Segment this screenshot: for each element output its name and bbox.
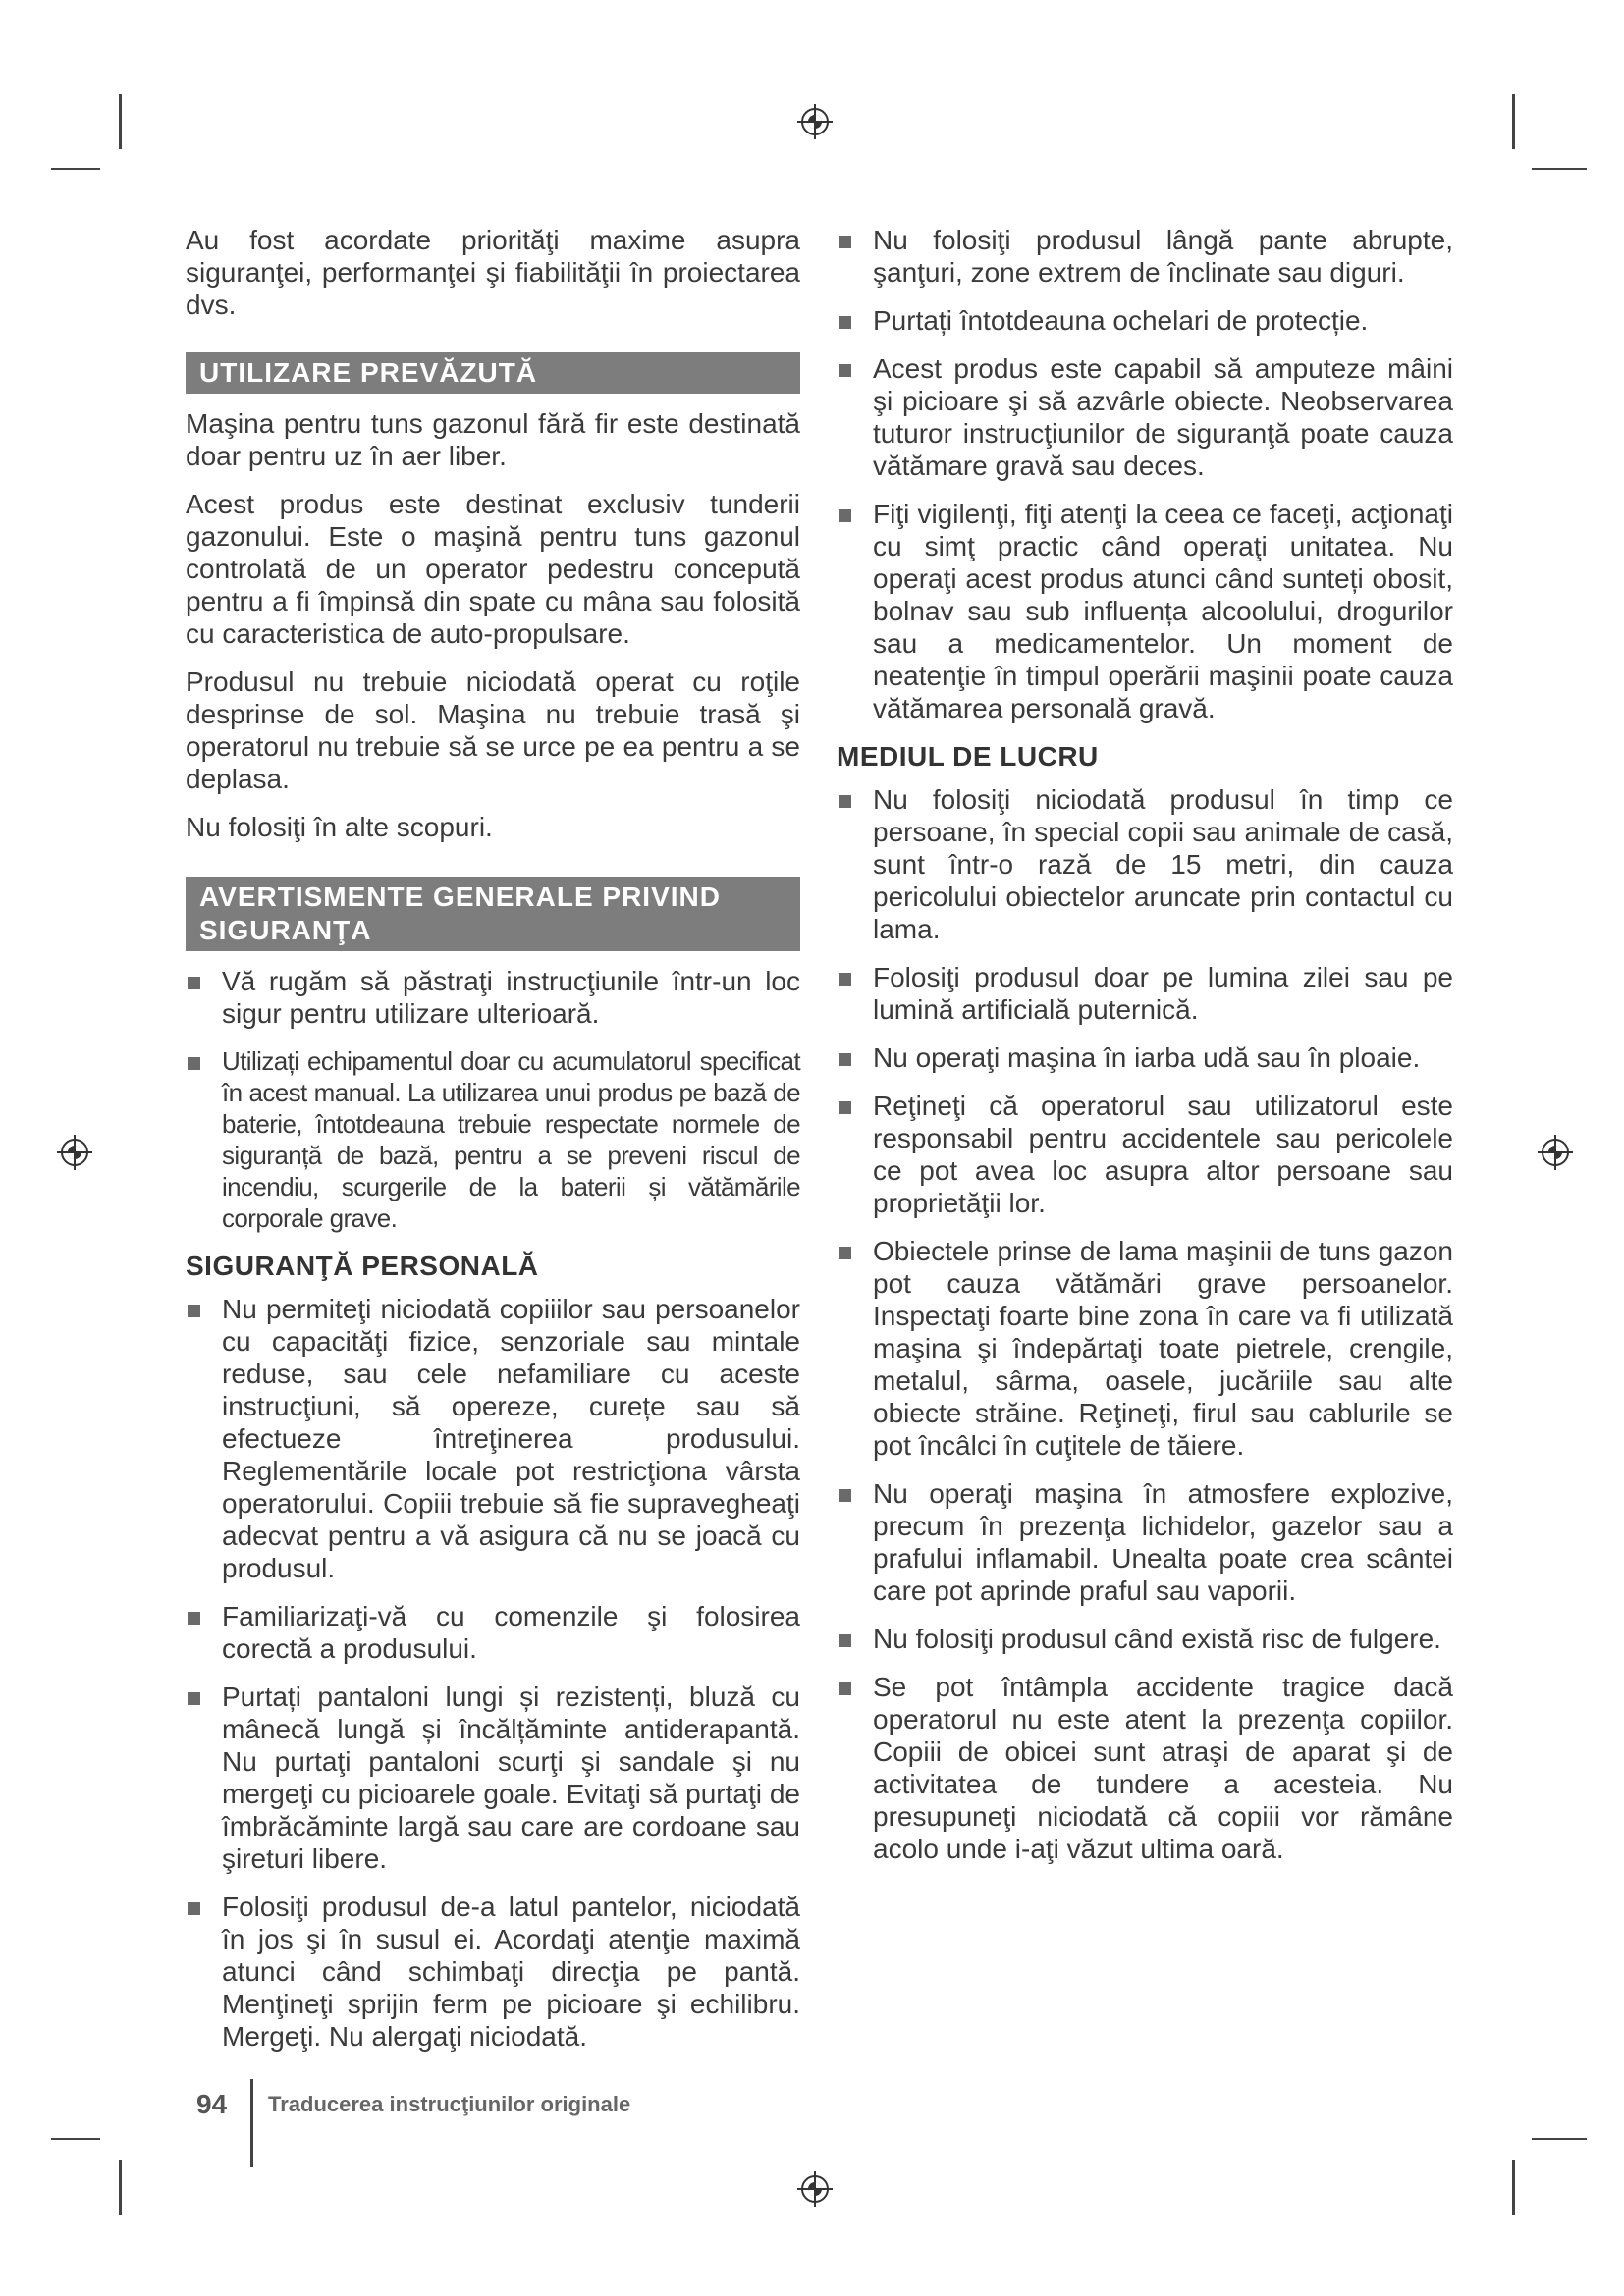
paragraph: Acest produs este destinat exclusiv tunderii gazonului. Este o maşină pentru tuns gazonul controlată de un operator pedestru concepută pentru a fi împinsă din spate cu mâna sau folosită cu caracteristica de auto-propulsare. [186, 489, 800, 649]
crop-mark [119, 2160, 122, 2215]
square-bullet-icon [839, 1101, 851, 1114]
square-bullet-icon [839, 509, 851, 522]
list-item: Nu folosiţi produsul lângă pante abrupte, şanţuri, zone extrem de înclinate sau diguri. [837, 224, 1453, 289]
list-item: Nu folosiţi niciodată produsul în timp ce persoane, în special copii sau animale de casă, sunt într-o rază de 15 metri, din cauza pericolului obiectelor aruncate prin contactul cu lama. [837, 783, 1453, 945]
list-item: Se pot întâmpla accidente tragice dacă operatorul nu este atent la prezenţa copiilor. Copiii de obicei sunt atraşi de aparat şi de activitatea de tundere a acesteia. Nu presupuneţi niciodată că copiii vor rămâne acolo unde i-aţi văzut ultima oară. [837, 1671, 1453, 1865]
paragraph: Produsul nu trebuie niciodată operat cu roţile desprinse de sol. Maşina nu trebuie trasă şi operatorul nu trebuie să se urce pe ea pentru a se deplasa. [186, 667, 800, 794]
section-banner-general-warnings: AVERTISMENTE GENERALE PRIVIND SIGURANŢA [186, 877, 800, 951]
list-item: Utilizați echipamentul doar cu acumulatorul specificat în acest manual. La utilizarea unui produs pe bază de baterie, întotdeauna trebuie respectate normele de siguranță de bază, pentru a se preveni riscul de incendiu, scurgerile de la baterii și vătămările corporale grave. [186, 1045, 800, 1234]
list-item: Purtați pantaloni lungi și rezistenți, bluză cu mânecă lungă și încălțăminte antiderapantă. Nu purtaţi pantaloni scurţi şi sandale şi nu mergeţi cu picioarele goale. Evitaţi să purtaţi de îmbrăcăminte largă sau care are cordoane sau şireturi libere. [186, 1681, 800, 1875]
list-item: Nu folosiţi produsul când există risc de fulgere. [837, 1623, 1453, 1655]
square-bullet-icon [839, 1682, 851, 1695]
paragraph: Nu folosiţi în alte scopuri. [186, 812, 493, 842]
crop-mark [119, 94, 122, 149]
list-item: Nu operaţi maşina în iarba udă sau în ploaie. [837, 1041, 1453, 1074]
list-item: Familiarizaţi-vă cu comenzile şi folosirea corectă a produsului. [186, 1600, 800, 1665]
crop-mark [1512, 94, 1515, 149]
square-bullet-icon [839, 1634, 851, 1647]
section-heading-work-environment: MEDIUL DE LUCRU [837, 741, 1099, 772]
left-column [186, 224, 800, 2068]
intro-paragraph: Au fost acordate priorităţi maxime asupra siguranţei, performanţei şi fiabilităţii în proiectarea dvs. [186, 225, 800, 320]
square-bullet-icon [188, 1057, 200, 1070]
square-bullet-icon [839, 795, 851, 808]
section-heading-personal-safety: SIGURANŢĂ PERSONALĂ [186, 1251, 539, 1281]
crop-mark [51, 2138, 100, 2140]
square-bullet-icon [839, 973, 851, 986]
list-item: Folosiţi produsul de-a latul pantelor, niciodată în jos şi în susul ei. Acordaţi atenţie maximă atunci când schimbaţi direcţia pe pantă. Menţineţi sprijin ferm pe picioare şi echilibru. Mergeţi. Nu alergaţi niciodată. [186, 1891, 800, 2053]
list-item: Vă rugăm să păstraţi instrucţiunile într-un loc sigur pentru utilizare ulterioară. [186, 965, 800, 1030]
registration-mark-icon [55, 1133, 94, 1172]
square-bullet-icon [839, 1053, 851, 1066]
section-banner-intended-use: UTILIZARE PREVĂZUTĂ [186, 352, 800, 394]
footer-divider [250, 2079, 253, 2167]
square-bullet-icon [839, 236, 851, 248]
crop-mark [1532, 168, 1587, 170]
footer-text: Traducerea instrucţiunilor originale [268, 2092, 631, 2116]
crop-mark [1532, 2138, 1587, 2140]
registration-mark-icon [795, 2169, 835, 2209]
square-bullet-icon [188, 1692, 200, 1705]
crop-mark [1512, 2160, 1515, 2215]
registration-mark-icon [1536, 1133, 1575, 1172]
square-bullet-icon [188, 977, 200, 989]
bullet-list [837, 224, 1453, 724]
paragraph: Maşina pentru tuns gazonul fără fir este destinată doar pentru uz în aer liber. [186, 408, 800, 471]
right-column [837, 224, 1453, 1881]
square-bullet-icon [188, 1305, 200, 1317]
list-item: Acest produs este capabil să amputeze mâini şi picioare şi să azvârle obiecte. Neobservarea tuturor instrucţiunilor de siguranţă poate cauza vătămare gravă sau deces. [837, 352, 1453, 482]
square-bullet-icon [839, 316, 851, 329]
list-item: Nu permiteţi niciodată copiiilor sau persoanelor cu capacităţi fizice, senzoriale sau mintale reduse, sau cele nefamiliare cu aceste instrucţiuni, să opereze, curețe sau să efectueze întreţinerea produsului. Reglementările locale pot restricţiona vârsta operatorului. Copiii trebuie să fie supravegheaţi adecvat pentru a vă asigura că nu se joacă cu produsul. [186, 1293, 800, 1584]
square-bullet-icon [188, 1612, 200, 1625]
square-bullet-icon [188, 1902, 200, 1915]
list-item: Purtați întotdeauna ochelari de protecție. [837, 304, 1453, 337]
square-bullet-icon [839, 1489, 851, 1502]
bullet-list [186, 965, 800, 1234]
crop-mark [51, 168, 100, 170]
list-item: Folosiţi produsul doar pe lumina zilei sau pe lumină artificială puternică. [837, 961, 1453, 1026]
square-bullet-icon [839, 364, 851, 377]
list-item: Fiţi vigilenţi, fiţi atenţi la ceea ce faceţi, acţionaţi cu simţ practic când operaţi unitatea. Nu operaţi acest produs atunci când sunteți obosit, bolnav sau sub influența alcoolului, drogurilor sau a medicamentelor. Un moment de neatenţie în timpul operării maşinii poate cauza vătămarea personală gravă. [837, 498, 1453, 724]
list-item: Nu operaţi maşina în atmosfere explozive, precum în prezenţa lichidelor, gazelor sau a prafului inflamabil. Unealta poate crea scântei care pot aprinde praful sau vaporii. [837, 1477, 1453, 1607]
list-item: Obiectele prinse de lama maşinii de tuns gazon pot cauza vătămări grave persoanelor. Inspectaţi foarte bine zona în care va fi utilizată maşina şi îndepărtaţi toate pietrele, crengile, metalul, sârma, oasele, jucăriile sau alte obiecte străine. Reţineţi, firul sau cablurile se pot încâlci în cuţitele de tăiere. [837, 1235, 1453, 1462]
page-number: 94 [196, 2089, 228, 2119]
registration-mark-icon [795, 102, 835, 141]
list-item: Reţineţi că operatorul sau utilizatorul este responsabil pentru accidentele sau pericolele ce pot avea loc asupra altor persoane sau proprietăţii lor. [837, 1090, 1453, 1219]
bullet-list [837, 783, 1453, 1865]
bullet-list [186, 1293, 800, 2053]
square-bullet-icon [839, 1247, 851, 1259]
